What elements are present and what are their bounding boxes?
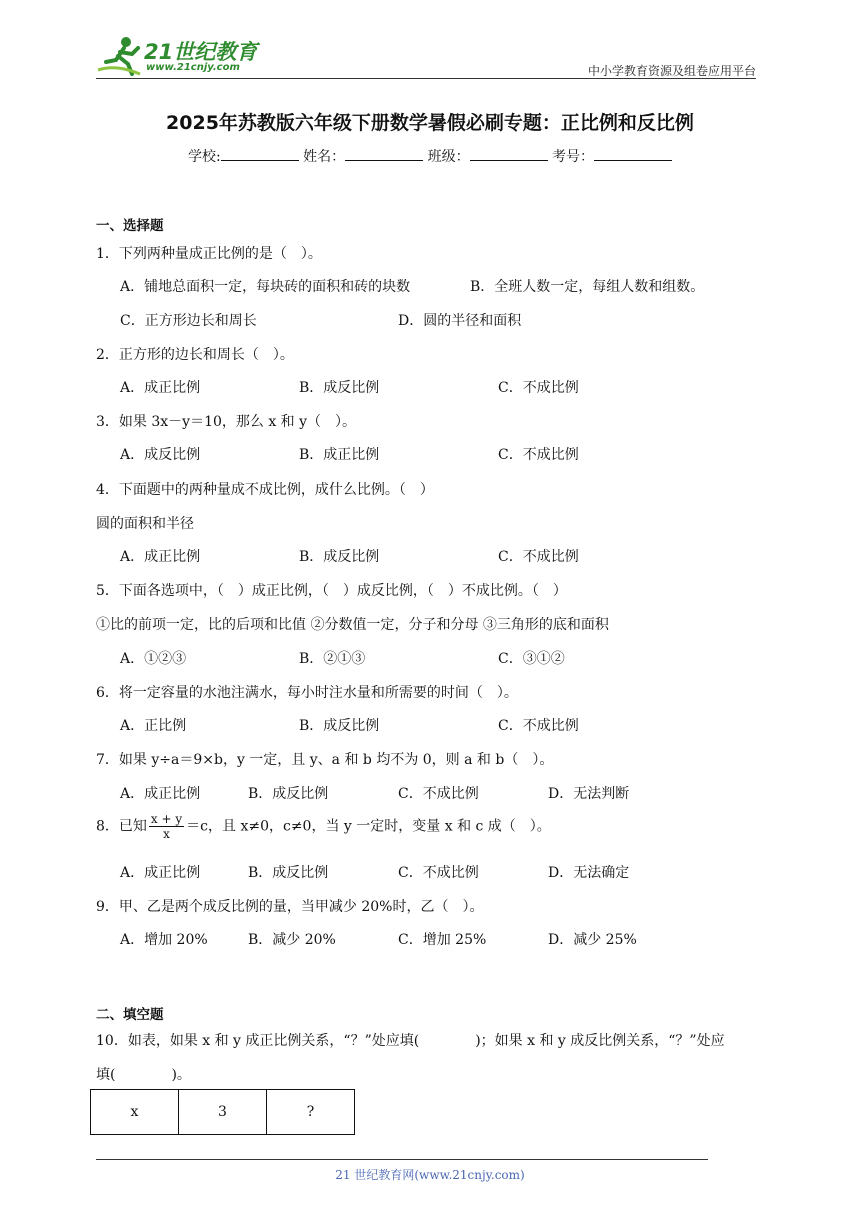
runner-logo-icon	[96, 34, 144, 78]
q6-option-c: C．不成比例	[498, 718, 579, 734]
q9-option-d: D．减少 25%	[548, 932, 637, 948]
q9-option-c: C．增加 25%	[398, 932, 487, 948]
table-row	[91, 1090, 355, 1135]
q2-option-a: A．成正比例	[120, 380, 201, 396]
q1-option-a: A．铺地总面积一定，每块砖的面积和砖的块数	[120, 279, 411, 295]
q9-option-a: A．增加 20%	[120, 932, 208, 948]
page-title: 2025年苏教版六年级下册数学暑假必刷专题：正比例和反比例	[166, 112, 694, 134]
q8-option-c: C．不成比例	[398, 865, 479, 881]
class-blank	[470, 146, 548, 161]
q8-option-a: A．成正比例	[120, 865, 201, 881]
q4-option-b: B．成反比例	[299, 549, 380, 565]
question-3: 3．如果 3x－y＝10，那么 x 和 y（ ）。	[96, 414, 357, 430]
q8-fraction-numerator: x + y	[150, 812, 183, 826]
question-7: 7．如果 y÷a＝9×b，y 一定，且 y、a 和 b 均不为 0，则 a 和 b（ ）。	[96, 752, 554, 768]
q9-option-b: B．减少 20%	[248, 932, 336, 948]
question-4-subject: 圆的面积和半径	[96, 516, 194, 532]
q4-option-a: A．成正比例	[120, 549, 201, 565]
q3-option-c: C．不成比例	[498, 447, 579, 463]
q7-option-a: A．成正比例	[120, 786, 201, 802]
section-heading-choice: 一、选择题	[96, 218, 164, 234]
footer-source[interactable]: 21 世纪教育网(www.21cnjy.com)	[335, 1168, 525, 1182]
q1-option-b: B．全班人数一定，每组人数和组数。	[470, 279, 705, 295]
question-8	[96, 812, 551, 841]
q6-option-a: A．正比例	[120, 718, 187, 734]
question-2: 2．正方形的边长和周长（ ）。	[96, 347, 294, 363]
exam-no-blank	[594, 146, 672, 161]
class-label: 班级：	[427, 149, 470, 165]
q5-option-b: B．②①③	[299, 651, 366, 667]
question-10-continued: 填( )。	[96, 1067, 191, 1083]
logo-text: 21世纪教育	[144, 40, 258, 64]
table-cell: 3	[179, 1090, 267, 1135]
question-6: 6．将一定容量的水池注满水，每小时注水量和所需要的时间（ ）。	[96, 685, 518, 701]
q8-suffix: ＝c，且 x≠0，c≠0，当 y 一定时，变量 x 和 c 成（ ）。	[186, 818, 551, 835]
q7-option-c: C．不成比例	[398, 786, 479, 802]
question-1: 1．下列两种量成正比例的是（ ）。	[96, 246, 322, 262]
q10-table	[90, 1089, 355, 1135]
q3-option-b: B．成正比例	[299, 447, 380, 463]
name-label: 姓名：	[303, 149, 346, 165]
q1-option-d: D．圆的半径和面积	[398, 313, 522, 329]
question-5: 5．下面各选项中，（ ）成正比例，（ ）成反比例，（ ）不成比例。（ ）	[96, 583, 567, 599]
question-5-items: ①比的前项一定，比的后项和比值 ②分数值一定，分子和分母 ③三角形的底和面积	[96, 617, 609, 633]
q5-option-a: A．①②③	[120, 651, 187, 667]
q8-fraction-denominator: x	[163, 827, 170, 841]
q4-option-c: C．不成比例	[498, 549, 579, 565]
site-logo	[96, 34, 266, 78]
q2-option-c: C．不成比例	[498, 380, 579, 396]
footer-divider	[96, 1159, 708, 1160]
school-blank	[221, 146, 299, 161]
name-blank	[345, 146, 423, 161]
q2-option-b: B．成反比例	[299, 380, 380, 396]
q5-option-c: C．③①②	[498, 651, 565, 667]
q6-option-b: B．成反比例	[299, 718, 380, 734]
q1-option-c: C．正方形边长和周长	[120, 313, 257, 329]
q8-option-b: B．成反比例	[248, 865, 329, 881]
question-10: 10．如表，如果 x 和 y 成正比例关系，“？”处应填( )；如果 x 和 y 成反比例关系，“？”处应	[96, 1033, 725, 1049]
table-cell: ?	[267, 1090, 355, 1135]
header-platform-text: 中小学教育资源及组卷应用平台	[587, 64, 756, 78]
exam-no-label: 考号：	[552, 149, 595, 165]
section-heading-fill: 二、填空题	[96, 1007, 164, 1023]
school-label: 学校:	[187, 149, 221, 165]
q3-option-a: A．成反比例	[120, 447, 201, 463]
header-divider	[96, 78, 756, 79]
q8-prefix: 8．已知	[96, 818, 147, 835]
student-info-line	[0, 146, 860, 166]
q8-fraction	[149, 812, 184, 841]
question-9: 9．甲、乙是两个成反比例的量，当甲减少 20%时，乙（ ）。	[96, 899, 484, 915]
question-4: 4．下面题中的两种量成不成比例，成什么比例。（ ）	[96, 482, 434, 498]
q8-option-d: D．无法确定	[548, 865, 630, 881]
table-cell: x	[91, 1090, 179, 1135]
logo-url: www.21cnjy.com	[146, 62, 240, 73]
q7-option-d: D．无法判断	[548, 786, 630, 802]
q7-option-b: B．成反比例	[248, 786, 329, 802]
